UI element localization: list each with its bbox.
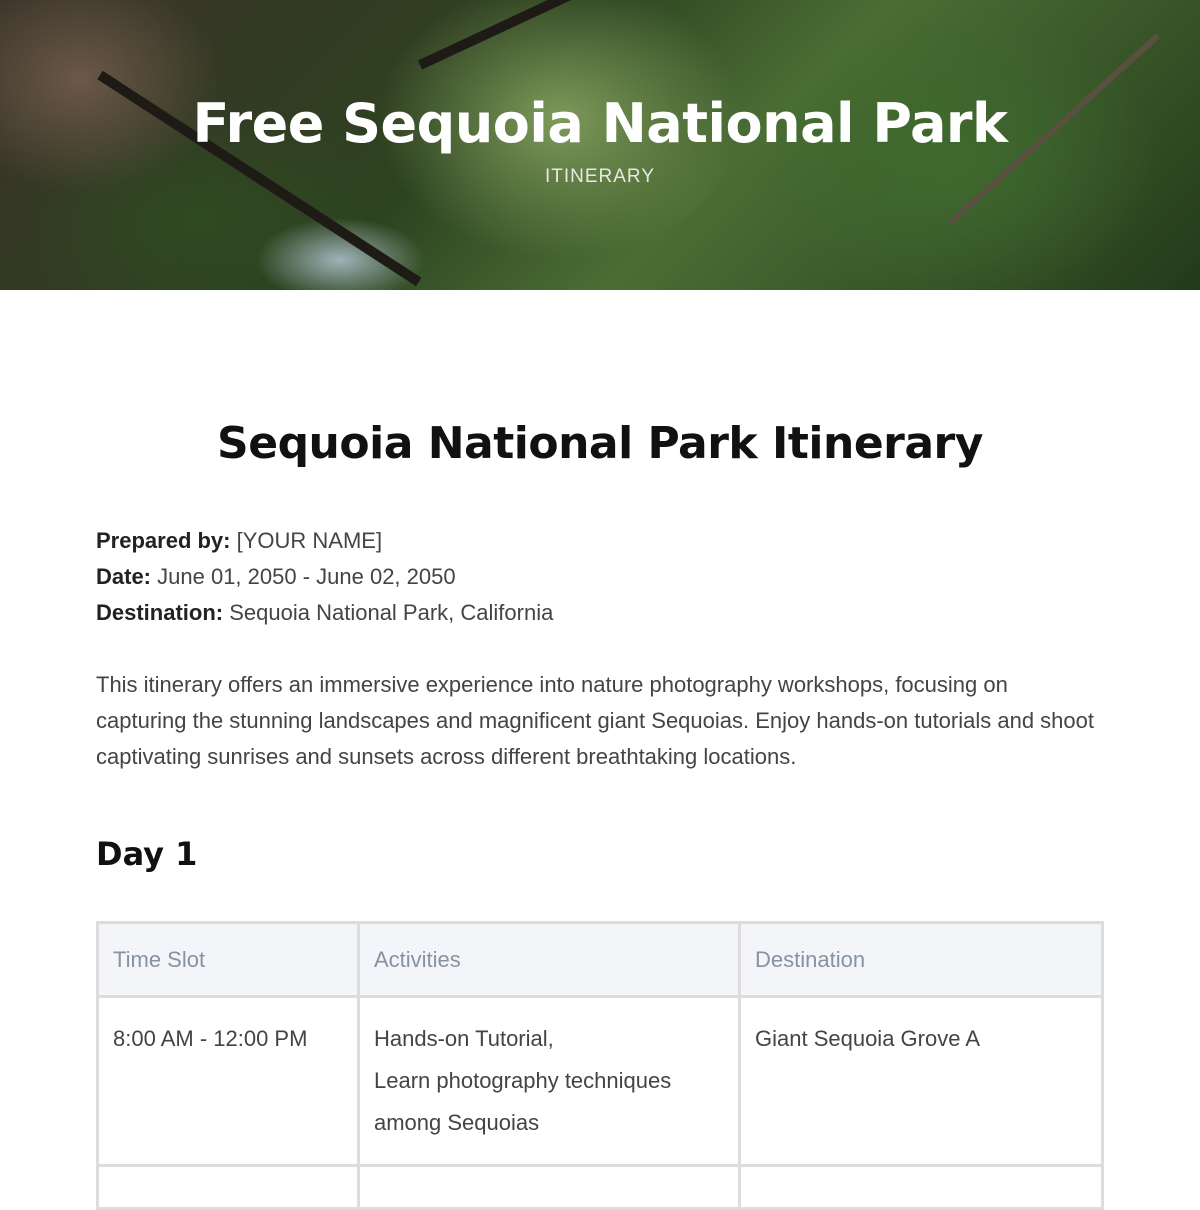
activity-cell	[359, 997, 740, 1166]
table-row	[98, 997, 1103, 1166]
meta-value: Sequoia National Park, California	[229, 600, 554, 625]
meta-value: June 01, 2050 - June 02, 2050	[157, 564, 456, 589]
table-row	[98, 1166, 1103, 1209]
column-header: Time Slot	[98, 923, 359, 997]
activity-line: Hands-on Tutorial,	[374, 1026, 554, 1051]
banner-title: Free Sequoia National Park	[192, 92, 1008, 155]
time-cell: 8:00 AM - 12:00 PM	[98, 997, 359, 1166]
meta-date	[96, 559, 1104, 595]
header-banner	[0, 0, 1200, 290]
page-title: Sequoia National Park Itinerary	[217, 418, 983, 469]
itinerary-table	[96, 921, 1104, 1210]
banner-subtitle: ITINERARY	[544, 166, 655, 187]
meta-info	[96, 523, 1104, 631]
activity-line: Learn photography techniques among Sequoias	[374, 1068, 672, 1135]
column-header: Destination	[740, 923, 1103, 997]
meta-label: Destination:	[96, 600, 224, 625]
banner-image-log	[418, 0, 603, 70]
column-header: Activities	[359, 923, 740, 997]
intro-paragraph: This itinerary offers an immersive experience into nature photography workshops, focusing on capturing the stunning landscapes and magnificent giant Sequoias. Enjoy hands-on tutorials and shoot captivating sunrises and sunsets across different breathtaking locations.	[96, 672, 1095, 769]
meta-label: Prepared by:	[96, 528, 231, 553]
meta-label: Date:	[96, 564, 152, 589]
meta-prepared-by	[96, 523, 1104, 559]
table-header-row	[98, 923, 1103, 997]
meta-destination	[96, 595, 1104, 631]
day-heading: Day 1	[96, 835, 198, 873]
destination-cell: Giant Sequoia Grove A	[740, 997, 1103, 1166]
meta-value: [YOUR NAME]	[236, 528, 383, 553]
